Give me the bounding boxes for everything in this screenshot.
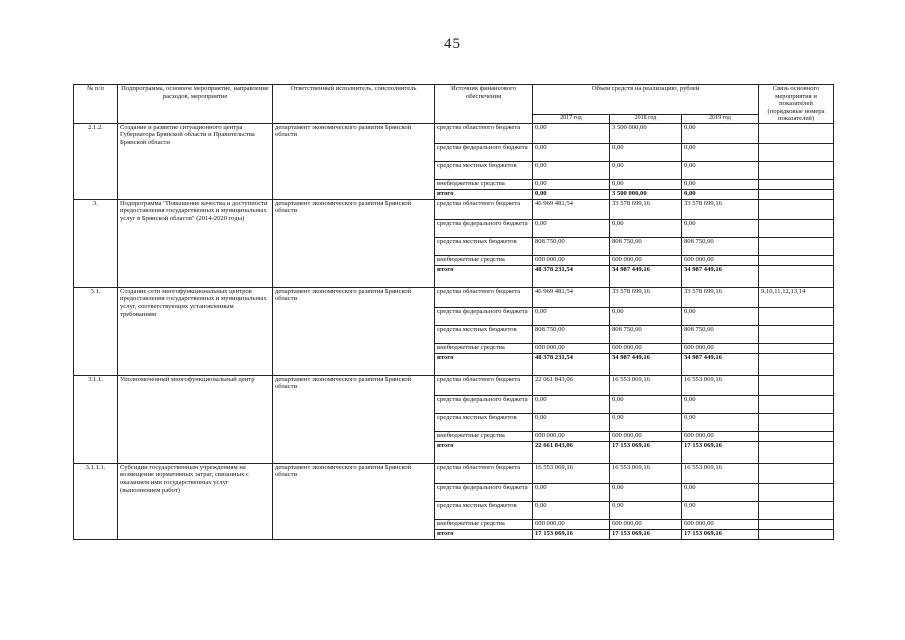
amount-cell: 808 750,00 [682, 237, 759, 255]
amount-cell: 48 378 231,54 [533, 353, 610, 375]
amount-cell: 0,00 [610, 413, 682, 431]
indicator-link [759, 189, 834, 199]
amount-cell: 33 578 699,16 [682, 287, 759, 307]
table-row [74, 123, 834, 143]
amount-cell: 33 578 699,16 [610, 287, 682, 307]
table-row [74, 287, 834, 307]
program-name: Создание сети многофункциональных центров предоставления государственных и муниципальных услуг, соответствующих установленным требованиям [118, 287, 273, 375]
amount-cell: 600 000,00 [610, 519, 682, 529]
funding-source: средства местных бюджетов [435, 413, 533, 431]
header-volume: Объем средств на реализацию, рублей [533, 85, 759, 115]
amount-cell: 16 553 069,16 [682, 375, 759, 395]
amount-cell: 46 969 481,54 [533, 287, 610, 307]
indicator-link [759, 413, 834, 431]
indicator-link [759, 353, 834, 375]
indicator-link [759, 325, 834, 343]
row-number: 3.1.1.1. [74, 463, 118, 539]
amount-cell: 17 153 069,16 [533, 529, 610, 539]
amount-cell: 600 000,00 [682, 431, 759, 441]
funding-source: внебюджетные средства [435, 255, 533, 265]
funding-source: средства местных бюджетов [435, 325, 533, 343]
funding-source: итого [435, 529, 533, 539]
program-name: Создание и развитие ситуационного центра Губернатора Брянской области и Правительства Брянской области [118, 123, 273, 199]
executor-name: департамент экономического развития Брянской области [273, 287, 435, 375]
executor-name: департамент экономического развития Брянской области [273, 463, 435, 539]
indicator-link [759, 395, 834, 413]
amount-cell: 600 000,00 [682, 519, 759, 529]
program-name: Субсидии государственным учреждениям на возмещение нормативных затрат, связанных с оказанием ими государственных услуг (выполнением работ) [118, 463, 273, 539]
funding-source: итого [435, 353, 533, 375]
amount-cell: 46 969 481,54 [533, 199, 610, 219]
budget-table [73, 84, 834, 540]
amount-cell: 600 000,00 [533, 519, 610, 529]
amount-cell: 17 153 069,16 [682, 529, 759, 539]
indicator-link [759, 431, 834, 441]
indicator-link [759, 199, 834, 219]
funding-source: итого [435, 265, 533, 287]
amount-cell: 16 553 069,16 [610, 375, 682, 395]
indicator-link [759, 123, 834, 143]
executor-name: департамент экономического развития Брянской области [273, 199, 435, 287]
indicator-link [759, 143, 834, 161]
amount-cell: 0,00 [682, 413, 759, 431]
indicator-link [759, 519, 834, 529]
amount-cell: 808 750,00 [533, 325, 610, 343]
amount-cell: 0,00 [533, 483, 610, 501]
amount-cell: 34 987 449,16 [682, 353, 759, 375]
header-year: 2019 год [682, 115, 759, 124]
page-number: 45 [444, 36, 461, 52]
funding-source: итого [435, 441, 533, 463]
table-row [74, 463, 834, 483]
funding-source: средства федерального бюджета [435, 219, 533, 237]
amount-cell: 17 153 069,16 [610, 529, 682, 539]
program-name: Уполномоченный многофункциональный центр [118, 375, 273, 463]
indicator-link: 9,10,11,12,13,14 [759, 287, 834, 307]
amount-cell: 33 578 699,16 [682, 199, 759, 219]
indicator-link [759, 161, 834, 179]
amount-cell: 0,00 [610, 179, 682, 189]
amount-cell: 0,00 [682, 307, 759, 325]
header-year: 2018 год [610, 115, 682, 124]
indicator-link [759, 343, 834, 353]
row-number: 2.1.2. [74, 123, 118, 199]
funding-source: внебюджетные средства [435, 343, 533, 353]
header-link: Связь основного мероприятия и показателей (порядковые номера показателей) [759, 85, 834, 124]
amount-cell: 0,00 [533, 143, 610, 161]
amount-cell: 33 578 699,16 [610, 199, 682, 219]
amount-cell: 0,00 [533, 179, 610, 189]
funding-source: средства федерального бюджета [435, 307, 533, 325]
amount-cell: 0,00 [533, 189, 610, 199]
amount-cell: 34 987 449,16 [610, 265, 682, 287]
indicator-link [759, 255, 834, 265]
amount-cell: 808 750,00 [610, 325, 682, 343]
amount-cell: 600 000,00 [533, 255, 610, 265]
indicator-link [759, 463, 834, 483]
amount-cell: 808 750,00 [682, 325, 759, 343]
amount-cell: 600 000,00 [682, 255, 759, 265]
header-sources: Источник финансового обеспечения [435, 85, 533, 124]
funding-source: внебюджетные средства [435, 179, 533, 189]
amount-cell: 0,00 [533, 413, 610, 431]
row-number: 3.1.1. [74, 375, 118, 463]
amount-cell: 0,00 [682, 123, 759, 143]
indicator-link [759, 529, 834, 539]
indicator-link [759, 307, 834, 325]
funding-source: итого [435, 189, 533, 199]
table-row [74, 375, 834, 395]
table-row [74, 199, 834, 219]
indicator-link [759, 501, 834, 519]
amount-cell: 3 500 000,00 [610, 123, 682, 143]
amount-cell: 16 553 069,16 [533, 463, 610, 483]
amount-cell: 34 987 449,16 [682, 265, 759, 287]
header-year: 2017 год [533, 115, 610, 124]
amount-cell: 0,00 [533, 395, 610, 413]
amount-cell: 22 661 843,06 [533, 441, 610, 463]
executor-name: департамент экономического развития Брянской области [273, 123, 435, 199]
amount-cell: 0,00 [610, 501, 682, 519]
indicator-link [759, 237, 834, 255]
amount-cell: 17 153 069,16 [682, 441, 759, 463]
amount-cell: 0,00 [682, 161, 759, 179]
amount-cell: 808 750,00 [533, 237, 610, 255]
indicator-link [759, 265, 834, 287]
amount-cell: 0,00 [682, 189, 759, 199]
amount-cell: 48 378 231,54 [533, 265, 610, 287]
indicator-link [759, 219, 834, 237]
header-executor: Ответственный исполнитель, соисполнитель [273, 85, 435, 124]
amount-cell: 0,00 [610, 483, 682, 501]
amount-cell: 808 750,00 [610, 237, 682, 255]
amount-cell: 34 987 449,16 [610, 353, 682, 375]
funding-source: внебюджетные средства [435, 431, 533, 441]
indicator-link [759, 483, 834, 501]
amount-cell: 0,00 [610, 219, 682, 237]
amount-cell: 0,00 [610, 161, 682, 179]
amount-cell: 0,00 [682, 219, 759, 237]
amount-cell: 0,00 [610, 307, 682, 325]
amount-cell: 600 000,00 [533, 431, 610, 441]
amount-cell: 0,00 [682, 179, 759, 189]
funding-source: средства федерального бюджета [435, 143, 533, 161]
amount-cell: 600 000,00 [610, 255, 682, 265]
amount-cell: 600 000,00 [610, 343, 682, 353]
program-name: Подпрограмма "Повышение качества и доступности предоставления государственных и муниципальных услуг в Брянской области" (2014-2020 годы) [118, 199, 273, 287]
amount-cell: 0,00 [682, 483, 759, 501]
amount-cell: 17 153 069,16 [610, 441, 682, 463]
header-num: № п/п [74, 85, 118, 124]
amount-cell: 3 500 000,00 [610, 189, 682, 199]
amount-cell: 600 000,00 [682, 343, 759, 353]
funding-source: средства областного бюджета [435, 463, 533, 483]
amount-cell: 0,00 [682, 395, 759, 413]
row-number: 3.1. [74, 287, 118, 375]
amount-cell: 0,00 [610, 395, 682, 413]
indicator-link [759, 441, 834, 463]
header-program: Подпрограмма, основное мероприятие, направление расходов, мероприятие [118, 85, 273, 124]
row-number: 3. [74, 199, 118, 287]
amount-cell: 600 000,00 [610, 431, 682, 441]
funding-source: средства областного бюджета [435, 375, 533, 395]
funding-source: внебюджетные средства [435, 519, 533, 529]
table-header-row [74, 85, 834, 115]
amount-cell: 16 553 069,16 [610, 463, 682, 483]
funding-source: средства местных бюджетов [435, 501, 533, 519]
amount-cell: 0,00 [533, 501, 610, 519]
funding-source: средства местных бюджетов [435, 237, 533, 255]
funding-source: средства федерального бюджета [435, 483, 533, 501]
funding-source: средства местных бюджетов [435, 161, 533, 179]
funding-source: средства областного бюджета [435, 287, 533, 307]
funding-source: средства федерального бюджета [435, 395, 533, 413]
executor-name: департамент экономического развития Брянской области [273, 375, 435, 463]
amount-cell: 0,00 [533, 307, 610, 325]
amount-cell: 22 061 843,06 [533, 375, 610, 395]
amount-cell: 0,00 [533, 123, 610, 143]
amount-cell: 16 553 069,16 [682, 463, 759, 483]
funding-source: средства областного бюджета [435, 199, 533, 219]
funding-source: средства областного бюджета [435, 123, 533, 143]
amount-cell: 0,00 [533, 219, 610, 237]
indicator-link [759, 375, 834, 395]
amount-cell: 0,00 [610, 143, 682, 161]
amount-cell: 0,00 [682, 143, 759, 161]
table-body [74, 123, 834, 539]
amount-cell: 0,00 [682, 501, 759, 519]
amount-cell: 600 000,00 [533, 343, 610, 353]
indicator-link [759, 179, 834, 189]
amount-cell: 0,00 [533, 161, 610, 179]
